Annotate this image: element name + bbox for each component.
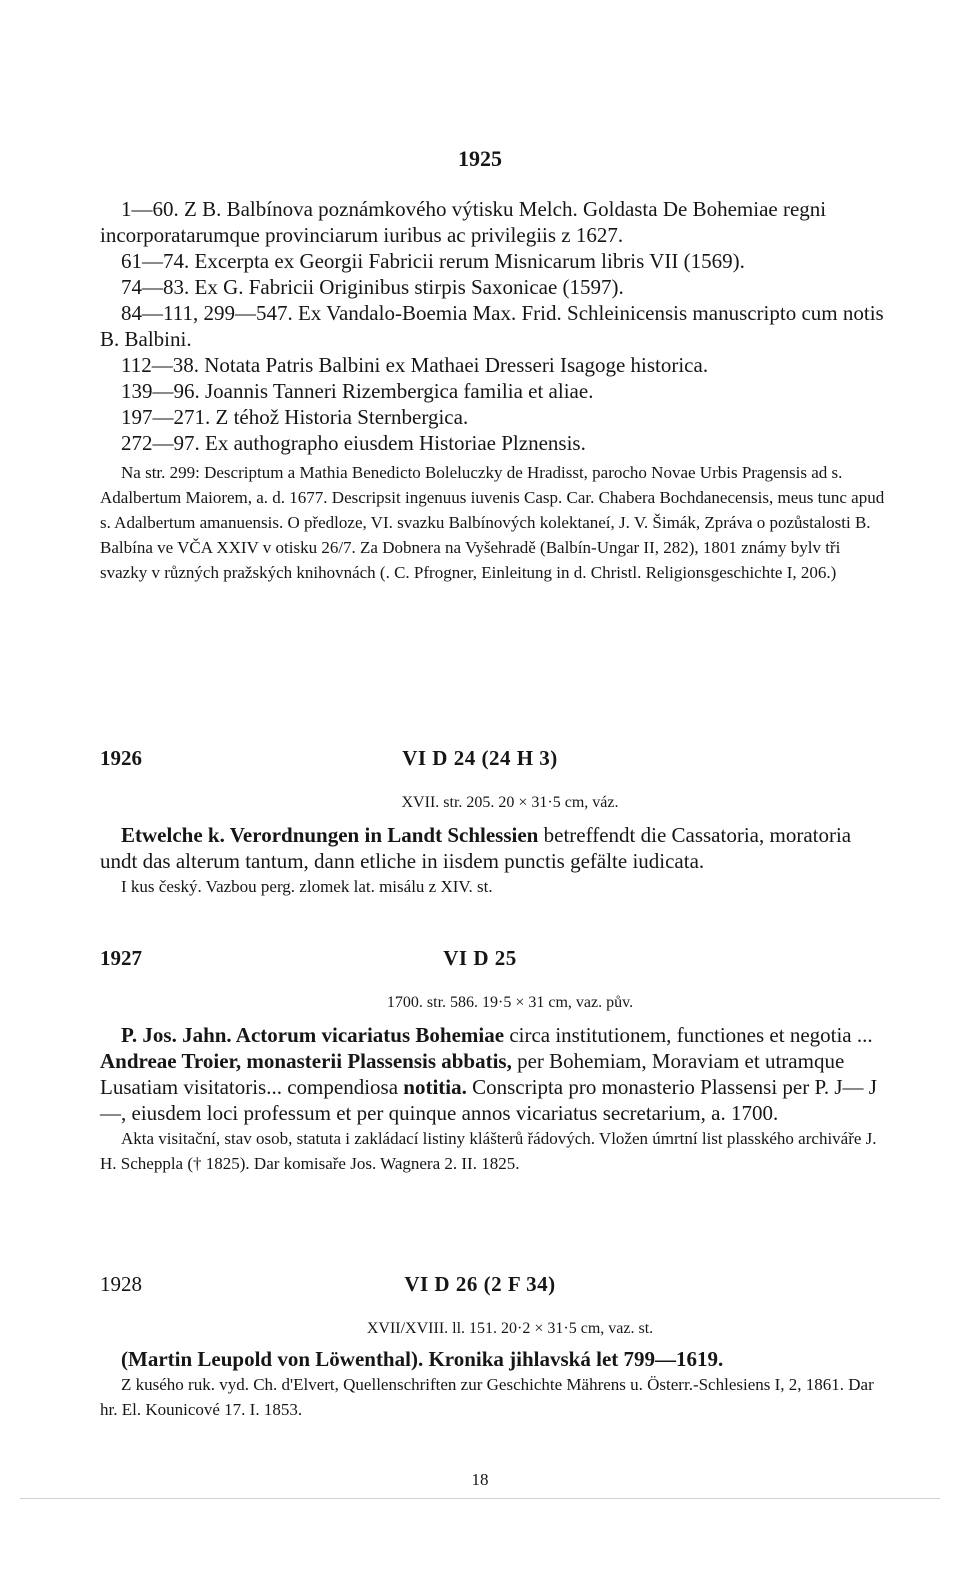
entry-note: I kus český. Vazbou perg. zlomek lat. misálu z XIV. st. [121, 877, 493, 896]
page-number: 18 [471, 1470, 489, 1489]
footer-rule [20, 1498, 940, 1499]
title-bold: notitia. [403, 1075, 467, 1099]
title-rest: circa institutionem, functiones et negotia ... [504, 1023, 873, 1047]
shelf-signature: VI D 25 [443, 946, 517, 970]
content-item: 1—60. Z B. Balbínova poznámkového výtisku Melch. Goldasta De Bohemiae regni incorporatarumque provinciarum iuribus ac privilegiis z 1627. [100, 197, 827, 247]
physical-description: XVII/XVIII. ll. 151. 20·2 × 31·5 cm, vaz. st. [366, 1320, 654, 1337]
entry-1925-contents [100, 196, 890, 585]
entry-1927-body [100, 1022, 890, 1176]
entry-note: Akta visitační, stav osob, statuta i zakládací listiny klášterů řádových. Vložen úmrtní list plasského archiváře J. H. Scheppla († 1825). Dar komisaře Jos. Wagnera 2. II. 1825. [100, 1129, 877, 1173]
entry-title [100, 822, 890, 874]
shelf-signature: VI D 26 (2 F 34) [404, 1272, 556, 1296]
entry-note: Na str. 299: Descriptum a Mathia Benedicto Boleluczky de Hradisst, parocho Novae Urbis Pragensis ad s. Adalbertum Maiorem, a. d. 1677. Descripsit ingenuus iuvenis Casp. Car. Chabera Bochdanecensis, meus tunc apud s. Adalbertum amanuensis. O předloze, VI. svazku Balbínových kolektaneí, J. V. Šimák, Zpráva o pozůstalosti B. Balbína ve VČA XXIV v otisku 26/7. Za Dobnera na Vyšehradě (Balbín-Ungar II, 282), 1801 známy bylv tři svazky v různých pražských knihovnách (. C. Pfrogner, Einleitung in d. Christl. Religionsgeschichte I, 206.) [100, 463, 885, 582]
physical-description: XVII. str. 205. 20 × 31·5 cm, váz. [401, 794, 619, 811]
title-bold: Andreae Troier, monasterii Plassensis abbatis, [100, 1049, 512, 1073]
entry-1926-body [100, 822, 890, 899]
content-item: 112—38. Notata Patris Balbini ex Mathaei Dresseri Isagoge historica. [121, 353, 709, 377]
entry-number-1928: 1928 [100, 1272, 142, 1296]
entry-note: Z kusého ruk. vyd. Ch. d'Elvert, Quellenschriften zur Geschichte Mährens u. Österr.-Schlesiens I, 2, 1861. Dar hr. El. Kounicové 17. I. 1853. [100, 1375, 874, 1419]
title-bold: Etwelche k. Verordnungen in Landt Schlessien [121, 823, 539, 847]
entry-title [100, 1022, 890, 1126]
title-rest: betreffendt die Cassatoria, moratoria undt das alterum tantum, dann etliche in iisdem punctis gefälte iudicata. [100, 823, 852, 873]
content-item: 61—74. Excerpta ex Georgii Fabricii rerum Misnicarum libris VII (1569). [121, 249, 745, 273]
title-rest: Conscripta pro monasterio Plassensi per P. J— J—, eiusdem loci professum et per quinque annos vicariatus secretarium, a. 1700. [100, 1075, 877, 1125]
content-item: 272—97. Ex authographo eiusdem Historiae Plznensis. [121, 431, 586, 455]
shelf-signature: VI D 24 (24 H 3) [402, 746, 558, 770]
entry-number-1927: 1927 [100, 946, 142, 970]
content-item: 84—111, 299—547. Ex Vandalo-Boemia Max. Frid. Schleinicensis manuscripto cum notis B. Balbini. [100, 301, 884, 351]
content-item: 197—271. Z téhož Historia Sternbergica. [121, 405, 469, 429]
entry-title: (Martin Leupold von Löwenthal). Kronika jihlavská let 799—1619. [121, 1347, 724, 1371]
entry-number-1926: 1926 [100, 746, 142, 770]
entry-1928-body [100, 1346, 890, 1422]
title-bold: P. Jos. Jahn. Actorum vicariatus Bohemiae [121, 1023, 505, 1047]
content-item: 139—96. Joannis Tanneri Rizembergica familia et aliae. [121, 379, 594, 403]
content-item: 74—83. Ex G. Fabricii Originibus stirpis Saxonicae (1597). [121, 275, 624, 299]
physical-description: 1700. str. 586. 19·5 × 31 cm, vaz. pův. [386, 994, 634, 1011]
title-rest: per Bohemiam, Moraviam et utramque Lusatiam visitatoris... compendiosa [100, 1049, 845, 1099]
entry-number-1925: 1925 [458, 146, 502, 171]
